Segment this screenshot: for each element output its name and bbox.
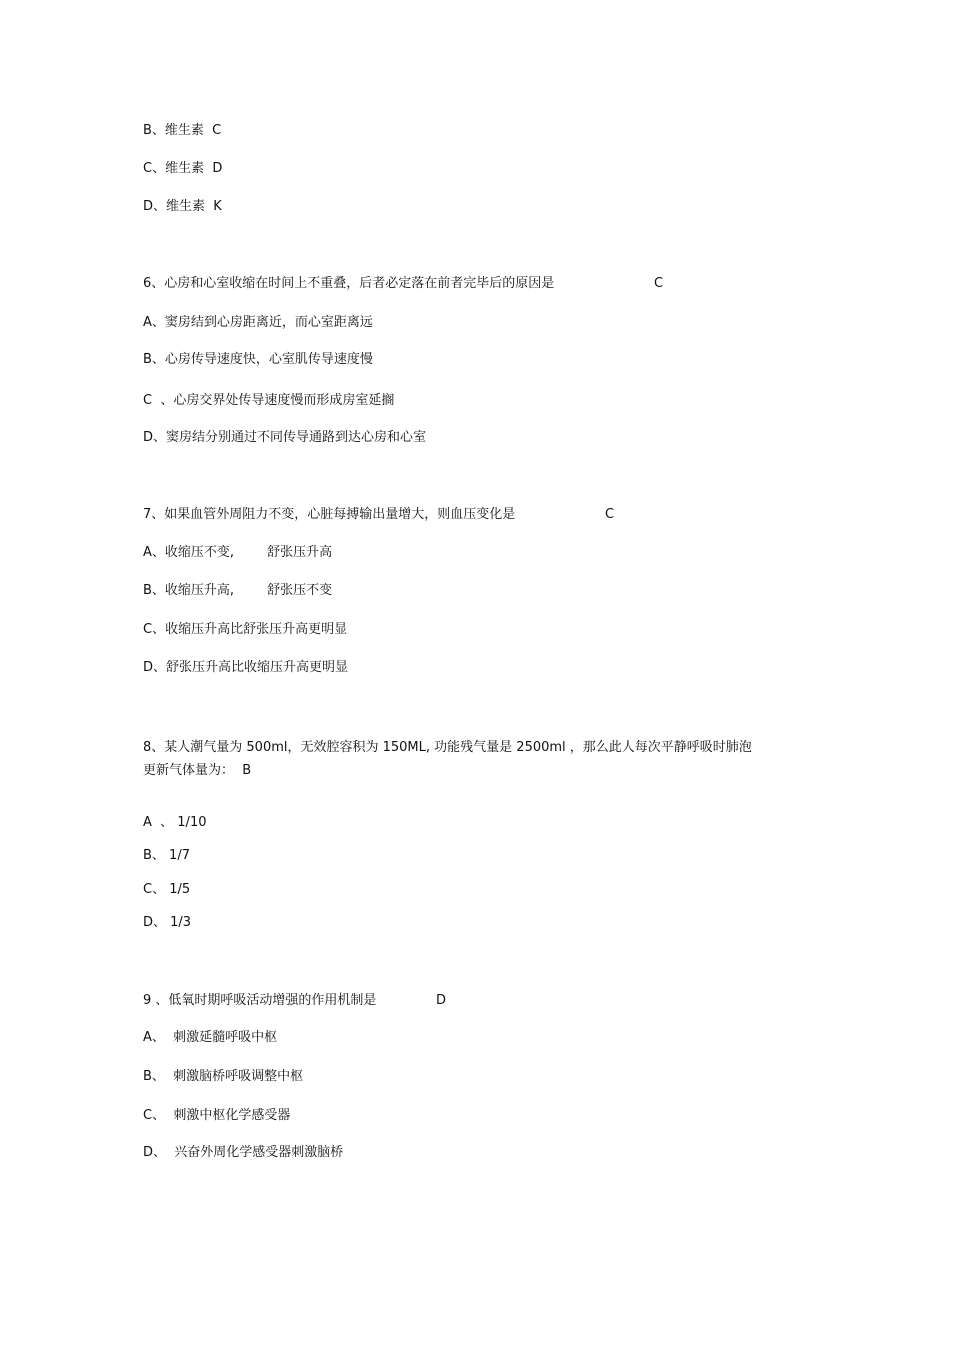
q8-stem-line2: 更新气体量为： B [143, 763, 252, 778]
q7-stem: 7、如果血管外周阻力不变，心脏每搏输出量增大，则血压变化是 [143, 507, 516, 522]
q6-stem: 6、心房和心室收缩在时间上不重叠，后者必定落在前者完毕后的原因是 [143, 276, 555, 291]
q7-option-a: A、收缩压不变, 舒张压升高 [143, 545, 333, 560]
q5-option-b: B、维生素 C [143, 123, 222, 138]
q6-option-d: D、窦房结分别通过不同传导通路到达心房和心室 [143, 430, 427, 445]
q8-option-a: A 、 1/10 [143, 815, 207, 830]
q9-option-a: A、 刺激延髓呼吸中枢 [143, 1030, 278, 1045]
q6-option-b: B、心房传导速度快，心室肌传导速度慢 [143, 352, 373, 367]
q8-option-d: D、 1/3 [143, 915, 192, 930]
q9-option-c: C、 刺激中枢化学感受器 [143, 1108, 291, 1123]
q7-answer: C [605, 507, 615, 522]
q6-answer: C [654, 276, 664, 291]
q6-option-c: C 、心房交界处传导速度慢而形成房室延搁 [143, 393, 395, 408]
q7-option-c: C、收缩压升高比舒张压升高更明显 [143, 622, 348, 637]
q6-option-a: A、窦房结到心房距离近，而心室距离远 [143, 315, 373, 330]
q7-option-d: D、舒张压升高比收缩压升高更明显 [143, 660, 349, 675]
q9-answer: D [436, 993, 447, 1008]
q9-option-d: D、 兴奋外周化学感受器刺激脑桥 [143, 1145, 344, 1160]
q5-option-d: D、维生素 K [143, 199, 222, 214]
q9-option-b: B、 刺激脑桥呼吸调整中枢 [143, 1069, 304, 1084]
q5-option-c: C、维生素 D [143, 161, 223, 176]
q8-option-c: C、 1/5 [143, 882, 191, 897]
q8-option-b: B、 1/7 [143, 848, 190, 863]
q8-stem-line1: 8、某人潮气量为 500ml，无效腔容积为 150ML, 功能残气量是 2500ml ，那么此人每次平静呼吸时肺泡 [143, 740, 752, 755]
q9-stem: 9 、低氧时期呼吸活动增强的作用机制是 [143, 993, 377, 1008]
q7-option-b: B、收缩压升高, 舒张压不变 [143, 583, 333, 598]
